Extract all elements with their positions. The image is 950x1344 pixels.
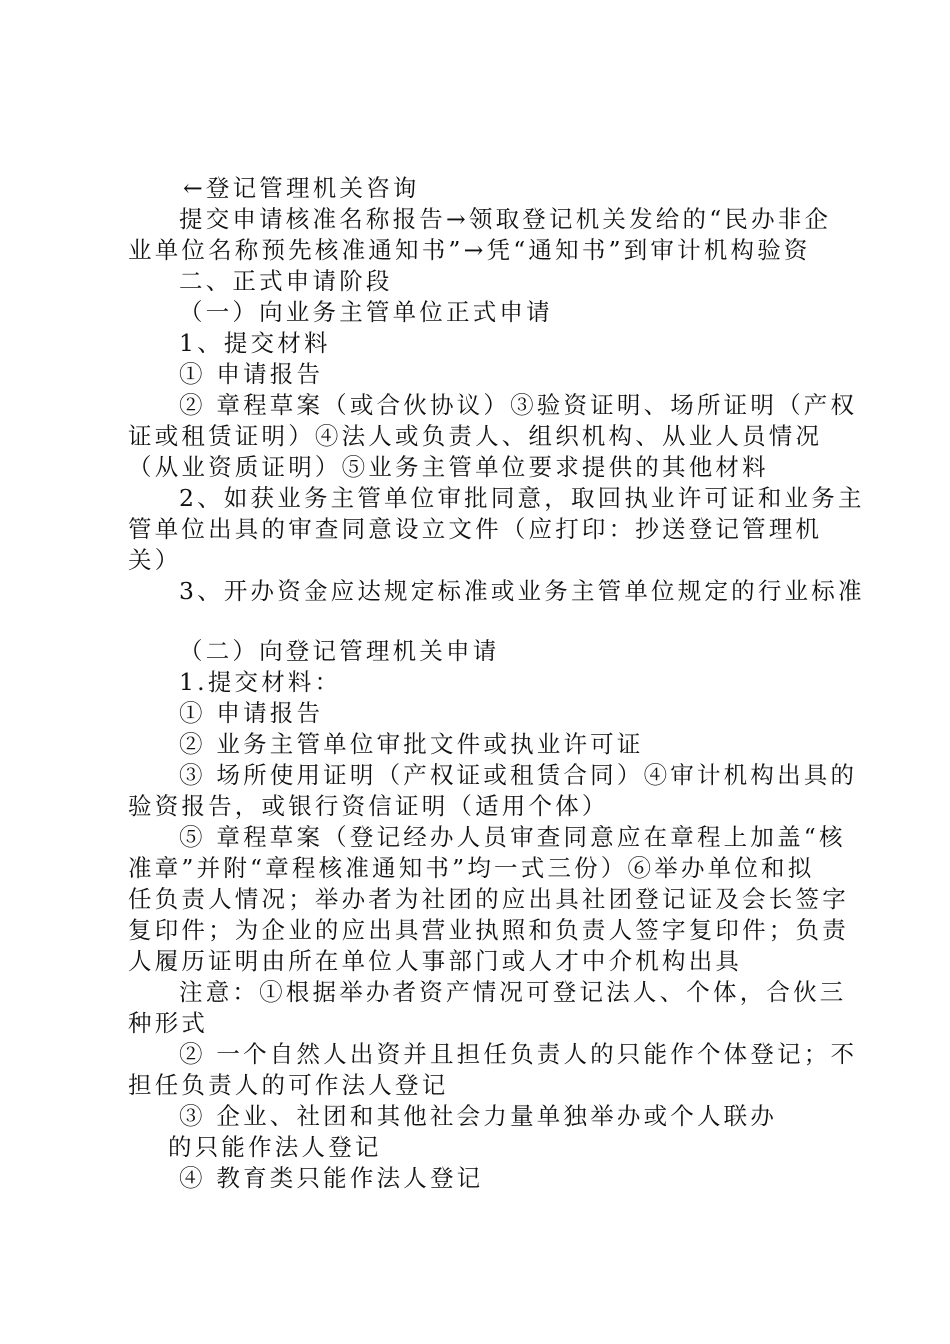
paragraph-gap bbox=[128, 607, 838, 636]
note-registration-forms-cont: 种形式 bbox=[128, 1009, 209, 1037]
material-charter-draft-registration: ⑤ 章程草案（登记经办人员审查同意应在章程上加盖“核 bbox=[179, 823, 846, 851]
item-submit-materials: 1、提交材料 bbox=[179, 329, 331, 357]
material-charter-draft-registration-cont: 人履历证明由所在单位人事部门或人才中介机构出具 bbox=[128, 947, 743, 975]
section-heading-formal-application: 二、正式申请阶段 bbox=[179, 267, 393, 295]
material-application-report: ① 申请报告 bbox=[179, 699, 324, 727]
material-charter-draft: ② 章程草案（或合伙协议）③验资证明、场所证明（产权 bbox=[179, 391, 858, 419]
note-registration-forms: 注意：①根据举办者资产情况可登记法人、个体，合伙三 bbox=[179, 978, 847, 1006]
note-individual-registration: ② 一个自然人出资并且担任负责人的只能作个体登记；不 bbox=[179, 1040, 858, 1068]
material-charter-draft-registration-cont: 任负责人情况；举办者为社团的应出具社团登记证及会长签字 bbox=[128, 885, 849, 913]
note-enterprise-registration-cont: 的只能作法人登记 bbox=[168, 1133, 382, 1161]
item-submit-materials: 1.提交材料： bbox=[179, 668, 342, 696]
item-approval-obtain-license: 2、如获业务主管单位审批同意，取回执业许可证和业务主 bbox=[179, 484, 865, 512]
subsection-heading-registration-authority: （二）向登记管理机关申请 bbox=[179, 637, 500, 665]
material-charter-draft-cont: 证或租赁证明）④法人或负责人、组织机构、从业人员情况 bbox=[128, 422, 823, 450]
item-approval-obtain-license-cont: 关） bbox=[128, 546, 182, 574]
step-submit-name-report-cont: 业单位名称预先核准通知书”→凭“通知书”到审计机构验资 bbox=[128, 236, 811, 264]
step-submit-name-report: 提交申请核准名称报告→领取登记机关发给的“民办非企 bbox=[179, 205, 832, 233]
material-charter-draft-registration-cont: 复印件；为企业的应出具营业执照和负责人签字复印件；负责 bbox=[128, 916, 849, 944]
document-body bbox=[128, 173, 865, 1194]
item-approval-obtain-license-cont: 管单位出具的审查同意设立文件（应打印：抄送登记管理机 bbox=[128, 515, 823, 543]
material-application-report: ① 申请报告 bbox=[179, 360, 324, 388]
item-funding-standard: 3、开办资金应达规定标准或业务主管单位规定的行业标准 bbox=[179, 577, 865, 605]
material-premises-certificate-cont: 验资报告，或银行资信证明（适用个体） bbox=[128, 792, 609, 820]
material-approval-document: ② 业务主管单位审批文件或执业许可证 bbox=[179, 730, 644, 758]
material-charter-draft-registration-cont: 准章”并附“章程核准通知书”均一式三份）⑥举办单位和拟 bbox=[128, 854, 815, 882]
note-enterprise-registration: ③ 企业、社团和其他社会力量单独举办或个人联办 bbox=[179, 1102, 778, 1130]
step-consult-registration-authority: ←登记管理机关咨询 bbox=[183, 174, 420, 202]
material-premises-certificate: ③ 场所使用证明（产权证或租赁合同）④审计机构出具的 bbox=[179, 761, 858, 789]
subsection-heading-competent-unit: （一）向业务主管单位正式申请 bbox=[179, 298, 553, 326]
note-individual-registration-cont: 担任负责人的可作法人登记 bbox=[128, 1071, 449, 1099]
note-education-registration: ④ 教育类只能作法人登记 bbox=[179, 1164, 484, 1192]
material-charter-draft-cont: （从业资质证明）⑤业务主管单位要求提供的其他材料 bbox=[128, 453, 769, 481]
